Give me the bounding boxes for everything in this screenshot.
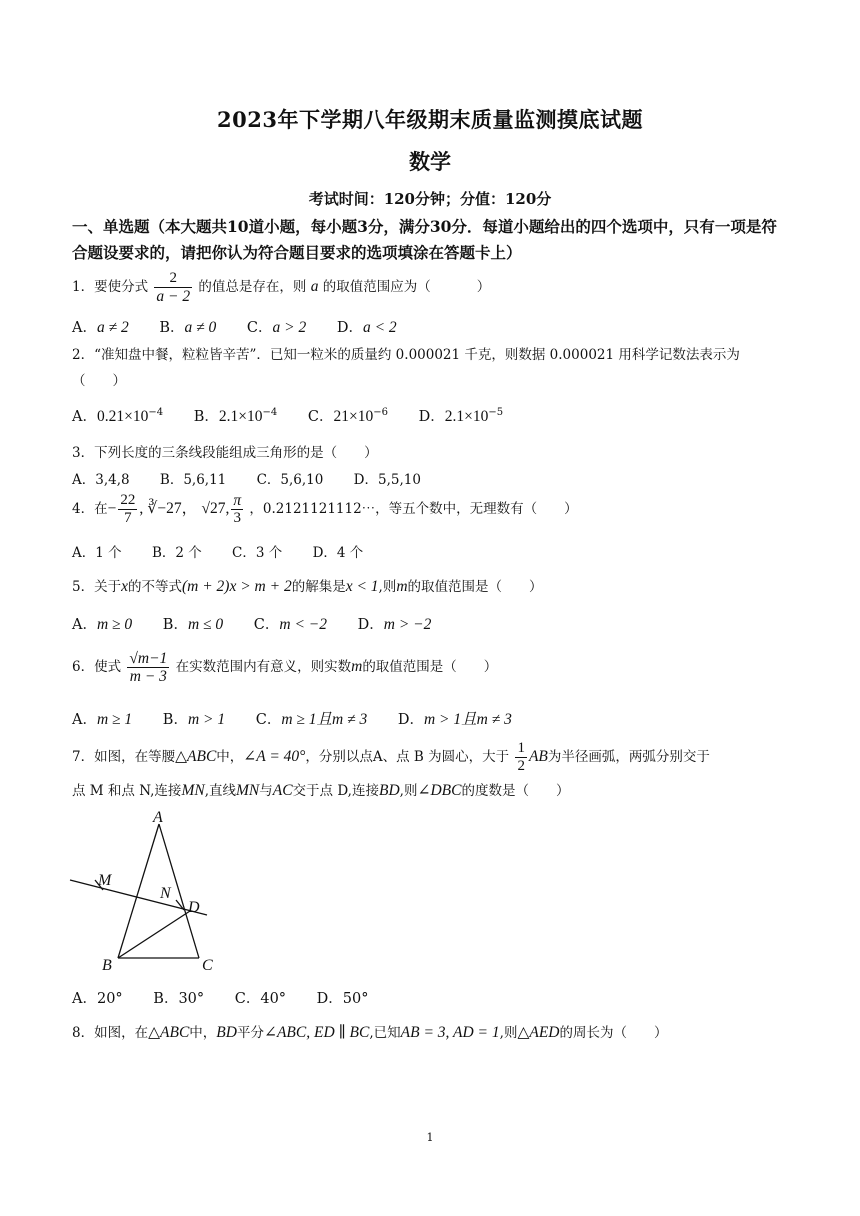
exam-info: 考试时间：120分钟；分值：120分 [308, 190, 552, 208]
label-n: N [160, 885, 171, 902]
option-b[interactable]: B．5,6,11 [159, 472, 227, 488]
question-8: 8．如图，在△ABC中，BD平分∠ABC, ED ∥ BC,已知AB = 3, AD = 1,则△AED的周长为（ ） [72, 1024, 668, 1041]
option-d[interactable]: D．5,5,10 [353, 472, 421, 488]
option-a[interactable]: A．m ≥ 1 [72, 711, 133, 728]
option-b[interactable]: B．$2.1\times 10^{-4}$ [193, 407, 278, 425]
exam-title: 2023年下学期八年级期末质量监测摸底试题 [217, 107, 643, 132]
label-d: D [188, 899, 200, 916]
option-d[interactable]: D．4 个 [312, 545, 364, 561]
option-b[interactable]: B．a ≠ 0 [159, 319, 217, 336]
option-c[interactable]: C．3 个 [232, 545, 283, 561]
question-2-options [72, 405, 529, 426]
page-number: 1 [426, 1131, 434, 1144]
question-1: 1．要使分式 $\frac{2}{a - 2}$ 的值总是存在，则 a 的取值范围应为（ ） [72, 270, 491, 305]
option-d[interactable]: D．m > −2 [357, 616, 432, 633]
question-7-options [72, 987, 395, 1008]
question-4: 4．在− $\frac{22}{7}$ , ∛−27， √27, $\frac{\pi}{3}$ ，0.2121121112⋯，等五个数中，无理数有（ ） [72, 492, 578, 526]
option-c[interactable]: C．5,6,10 [256, 472, 324, 488]
subject-title: 数学 [409, 149, 451, 174]
section-heading: 一、单选题（本大题共10道小题，每小题3分，满分30分．每道小题给出的四个选项中，只有一项是符合题设要求的，请把你认为符合题目要求的选项填涂在答题卡上） [72, 217, 777, 262]
option-c[interactable]: C．$21\times 10^{-6}$ [307, 407, 388, 425]
option-c[interactable]: C．m ≥ 1且m ≠ 3 [255, 711, 368, 728]
option-d[interactable]: D．50° [316, 991, 369, 1007]
question-3: 3．下列长度的三条线段能组成三角形的是（ ） [72, 445, 378, 461]
question-4-options [72, 541, 389, 561]
question-3-options [72, 468, 447, 488]
question-1-options [72, 316, 423, 337]
option-b[interactable]: B．m > 1 [162, 711, 226, 728]
option-a[interactable]: A．$0.21\times 10^{-4}$ [72, 407, 164, 425]
option-c[interactable]: C．m < −2 [253, 616, 327, 633]
triangle-figure [66, 810, 226, 975]
question-7-line-2: 点 M 和点 N,连接MN,直线MN与AC交于点 D,连接BD,则∠DBC的度数是（ ） [72, 782, 570, 799]
option-d[interactable]: D．$2.1\times 10^{-5}$ [418, 407, 504, 425]
label-m: M [98, 872, 112, 889]
option-b[interactable]: B．2 个 [151, 545, 202, 561]
label-c: C [202, 957, 213, 974]
label-a: A [153, 810, 163, 826]
option-a[interactable]: A．20° [72, 991, 123, 1007]
fraction: $\frac{2}{a - 2}$ [156, 270, 191, 305]
option-a[interactable]: A．m ≥ 0 [72, 616, 133, 633]
question-2: 2．“准知盘中餐，粒粒皆辛苦”．已知一粒米的质量约 0.000021 千克，则数据 0.000021 用科学记数法表示为 [72, 347, 740, 363]
option-a[interactable]: A．a ≠ 2 [72, 319, 129, 336]
question-5-options [72, 613, 457, 634]
question-5: 5．关于x的不等式(m + 2)x > m + 2的解集是x < 1,则m的取值范围是（ ） [72, 578, 543, 595]
option-a[interactable]: A．1 个 [72, 545, 122, 561]
label-b: B [102, 957, 112, 974]
question-2-paren: （ ） [72, 373, 126, 389]
option-d[interactable]: D．m > 1且m ≠ 3 [397, 711, 512, 728]
question-6: 6．使式 $\frac{√m-1}{m - 3}$ 在实数范围内有意义，则实数m的取值范围是（ ） [72, 650, 498, 685]
option-a[interactable]: A．3,4,8 [72, 472, 130, 488]
option-c[interactable]: C．40° [234, 991, 287, 1007]
question-7-line-1: 7．如图，在等腰△ABC中，∠A = 40°，分别以点A、点 B 为圆心，大于 $\frac{1}{2}$ AB为半径画弧，两弧分别交于 [72, 740, 710, 774]
option-d[interactable]: D．a < 2 [336, 319, 397, 336]
option-c[interactable]: C．a > 2 [246, 319, 307, 336]
question-6-options [72, 707, 538, 729]
option-b[interactable]: B．30° [153, 991, 205, 1007]
option-b[interactable]: B．m ≤ 0 [162, 616, 224, 633]
